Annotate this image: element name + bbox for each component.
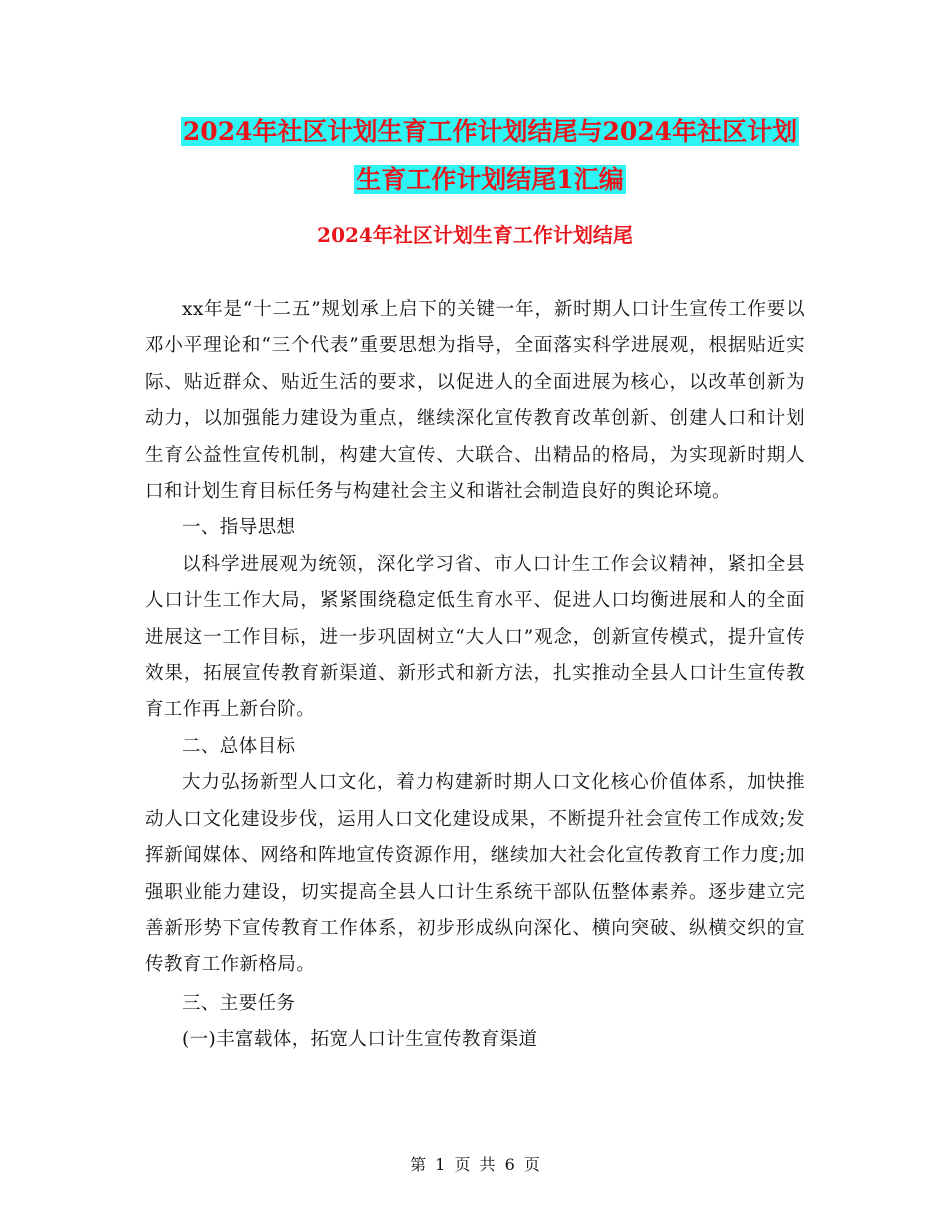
paragraph-guiding-ideology: 以科学进展观为统领，深化学习省、市人口计生工作会议精神，紧扣全县人口计生工作大局，紧紧围绕稳定低生育水平、促进人口均衡进展和人的全面进展这一工作目标，进一步巩固树立“大人口”观念，创新宣传模式，提升宣传效果，拓展宣传教育新渠道、新形式和新方法，扎实推动全县人口计生宣传教育工作再上新台阶。 bbox=[145, 553, 805, 721]
heading-main-tasks: 三、主要任务 bbox=[182, 992, 296, 1014]
page-footer: 第 1 页 共 6 页 bbox=[410, 1155, 540, 1174]
paragraph-overall-goal: 大力弘扬新型人口文化，着力构建新时期人口文化核心价值体系，加快推动人口文化建设步伐，运用人口文化建设成果，不断提升社会宣传工作成效;发挥新闻媒体、网络和阵地宣传资源作用，继续加大社会化宣传教育工作力度;加强职业能力建设，切实提高全县人口计生系统干部队伍整体素养。逐步建立完善新形势下宣传教育工作体系，初步形成纵向深化、横向突破、纵横交织的宣传教育工作新格局。 bbox=[145, 772, 805, 976]
heading-overall-goal: 二、总体目标 bbox=[182, 735, 296, 757]
paragraph-intro: xx年是“十二五”规划承上启下的关键一年，新时期人口计生宣传工作要以邓小平理论和“三个代表”重要思想为指导，全面落实科学进展观，根据贴近实际、贴近群众、贴近生活的要求，以促进人的全面进展为核心，以改革创新为动力，以加强能力建设为重点，继续深化宣传教育改革创新、创建人口和计划生育公益性宣传机制，构建大宣传、大联合、出精品的格局，为实现新时期人口和计划生育目标任务与构建社会主义和谐社会制造良好的舆论环境。 bbox=[145, 299, 805, 503]
document-body bbox=[145, 292, 805, 1059]
document-title bbox=[140, 108, 840, 204]
title-line-1: 2024年社区计划生育工作计划结尾与2024年社区计划 bbox=[182, 117, 798, 146]
heading-task-1: (一)丰富载体，拓宽人口计生宣传教育渠道 bbox=[182, 1029, 538, 1051]
title-line-2: 生育工作计划结尾1汇编 bbox=[356, 165, 624, 194]
heading-guiding-ideology: 一、指导思想 bbox=[182, 517, 296, 539]
section-title: 2024年社区计划生育工作计划结尾 bbox=[317, 223, 633, 247]
